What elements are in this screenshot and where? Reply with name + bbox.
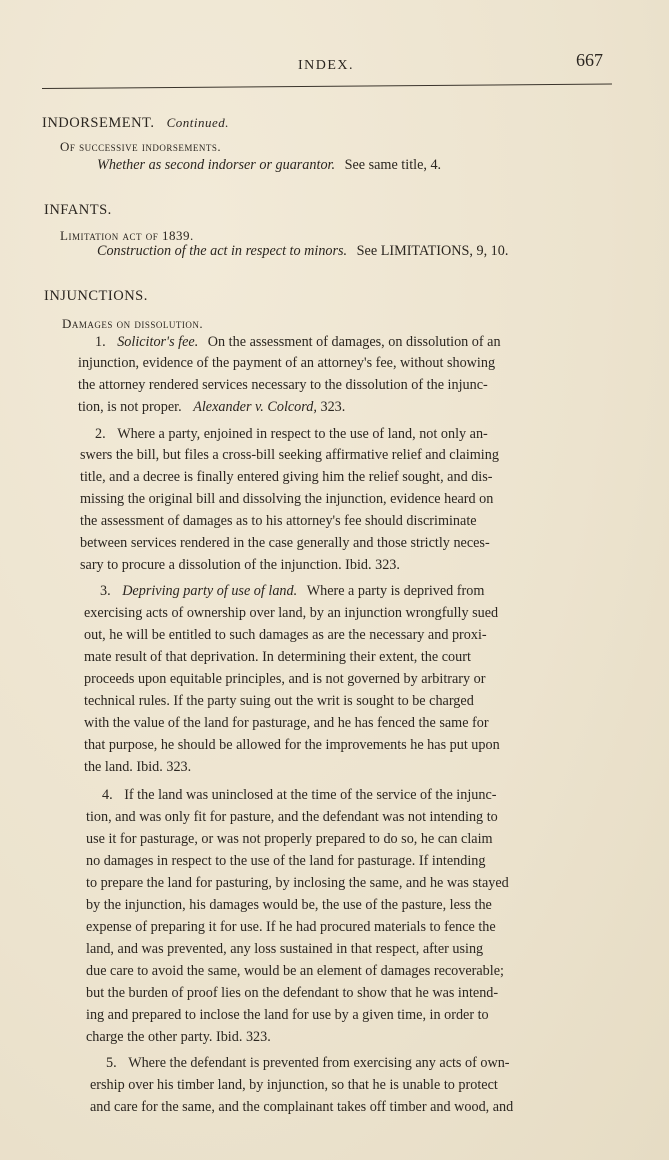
paragraph-number: 1.	[95, 334, 106, 350]
text: Where a party, enjoined in respect to the use of land, not only an-	[117, 426, 488, 442]
running-title: INDEX.	[298, 58, 355, 73]
paragraph-4-line-9: due care to avoid the same, would be an element of damages recoverable;	[86, 963, 504, 979]
entry-heading-indorsement	[42, 115, 229, 132]
paragraph-number: 2.	[95, 426, 106, 442]
cross-ref-italic: Whether as second indorser or guarantor.	[97, 157, 336, 173]
paragraph-number: 5.	[106, 1055, 117, 1071]
paragraph-4-line-11: ing and prepared to inclose the land for use by a given time, in order to	[86, 1007, 489, 1023]
paragraph-5-line-3: and care for the same, and the complainant takes off timber and wood, and	[90, 1099, 514, 1115]
header-rule	[42, 84, 612, 89]
paragraph-5-line-2: ership over his timber land, by injunction, so that he is unable to protect	[90, 1077, 498, 1093]
cross-ref-text: See same title, 4.	[344, 157, 442, 173]
subheading-limitation-act: Limitation act of 1839.	[60, 228, 194, 243]
paragraph-4-line-4: no damages in respect to the use of the land for pasturage. If intending	[86, 853, 486, 869]
entry-heading-infants: INFANTS.	[44, 202, 112, 218]
paragraph-1-line-3: the attorney rendered services necessary to the dissolution of the injunc-	[78, 377, 488, 393]
paragraph-2-line-2: swers the bill, but files a cross-bill seeking affirmative relief and claiming	[80, 447, 499, 463]
paragraph-1-line-4	[78, 399, 345, 416]
text: Where a party is deprived from	[306, 583, 485, 599]
text: On the assessment of damages, on dissolution of an	[207, 334, 501, 350]
paragraph-4-line-10: but the burden of proof lies on the defendant to show that he was intend-	[86, 985, 499, 1001]
heading-note: Continued.	[166, 115, 230, 130]
paragraph-3-line-2: exercising acts of ownership over land, by an injunction wrongfully sued	[84, 605, 499, 621]
paragraph-number: 3.	[100, 583, 111, 599]
italic-lead: Depriving party of use of land.	[122, 583, 298, 599]
paragraph-3-line-9: the land. Ibid. 323.	[84, 759, 192, 775]
cross-ref-text: See LIMITATIONS, 9, 10.	[356, 243, 509, 259]
paragraph-2-line-6: between services rendered in the case generally and those strictly neces-	[80, 535, 490, 551]
heading-text: INDORSEMENT.	[42, 115, 155, 131]
subheading-damages-on-dissolution: Damages on dissolution.	[62, 316, 204, 331]
paragraph-3-line-6: technical rules. If the party suing out the writ is sought to be charged	[84, 693, 474, 709]
citation-page: 323.	[320, 399, 346, 415]
paragraph-4-line-12: charge the other party. Ibid. 323.	[86, 1029, 271, 1045]
paragraph-2-line-1	[95, 426, 488, 443]
cross-reference	[97, 157, 441, 174]
paragraph-4-line-1	[102, 787, 497, 804]
text: Where the defendant is prevented from exercising any acts of own-	[128, 1055, 510, 1071]
page-number: 667	[576, 50, 603, 70]
paragraph-3-line-7: with the value of the land for pasturage, and he has fenced the same for	[84, 715, 489, 731]
cross-ref-italic: Construction of the act in respect to minors.	[97, 243, 348, 259]
citation-italic: Alexander v. Colcord,	[193, 399, 317, 415]
paragraph-number: 4.	[102, 787, 113, 803]
paragraph-3-line-3: out, he will be entitled to such damages as are the necessary and proxi-	[84, 627, 487, 643]
paragraph-3-line-5: proceeds upon equitable principles, and is not governed by arbitrary or	[84, 671, 486, 687]
entry-heading-injunctions: INJUNCTIONS.	[44, 288, 148, 304]
paragraph-4-line-6: by the injunction, his damages would be, the use of the pasture, less the	[86, 897, 492, 913]
paragraph-2-line-5: the assessment of damages as to his attorney's fee should discriminate	[80, 513, 477, 529]
paragraph-2-line-7: sary to procure a dissolution of the injunction. Ibid. 323.	[80, 557, 400, 573]
paragraph-2-line-4: missing the original bill and dissolving the injunction, evidence heard on	[80, 491, 494, 507]
cross-reference	[97, 243, 508, 260]
paragraph-2-line-3: title, and a decree is finally entered giving him the relief sought, and dis-	[80, 469, 493, 485]
paragraph-4-line-2: tion, and was only fit for pasture, and the defendant was not intending to	[86, 809, 498, 825]
paragraph-4-line-5: to prepare the land for pasturing, by inclosing the same, and he was stayed	[86, 875, 509, 891]
paragraph-3-line-1	[100, 583, 484, 600]
subheading-successive-indorsements: Of successive indorsements.	[60, 139, 222, 154]
text: If the land was uninclosed at the time of the service of the injunc-	[124, 787, 497, 803]
italic-lead: Solicitor's fee.	[117, 334, 199, 350]
paragraph-5-line-1	[106, 1055, 510, 1072]
paragraph-4-line-8: land, and was prevented, any loss sustained in that respect, after using	[86, 941, 484, 957]
paragraph-3-line-8: that purpose, he should be allowed for the improvements he has put upon	[84, 737, 500, 753]
paragraph-4-line-3: use it for pasturage, or was not properly prepared to do so, he can claim	[86, 831, 493, 847]
paragraph-1-line-1	[95, 334, 501, 351]
paragraph-4-line-7: expense of preparing it for use. If he had procured materials to fence the	[86, 919, 496, 935]
paragraph-1-line-2: injunction, evidence of the payment of an attorney's fee, without showing	[78, 355, 496, 371]
text: tion, is not proper.	[78, 399, 182, 415]
paragraph-3-line-4: mate result of that deprivation. In determining their extent, the court	[84, 649, 471, 665]
